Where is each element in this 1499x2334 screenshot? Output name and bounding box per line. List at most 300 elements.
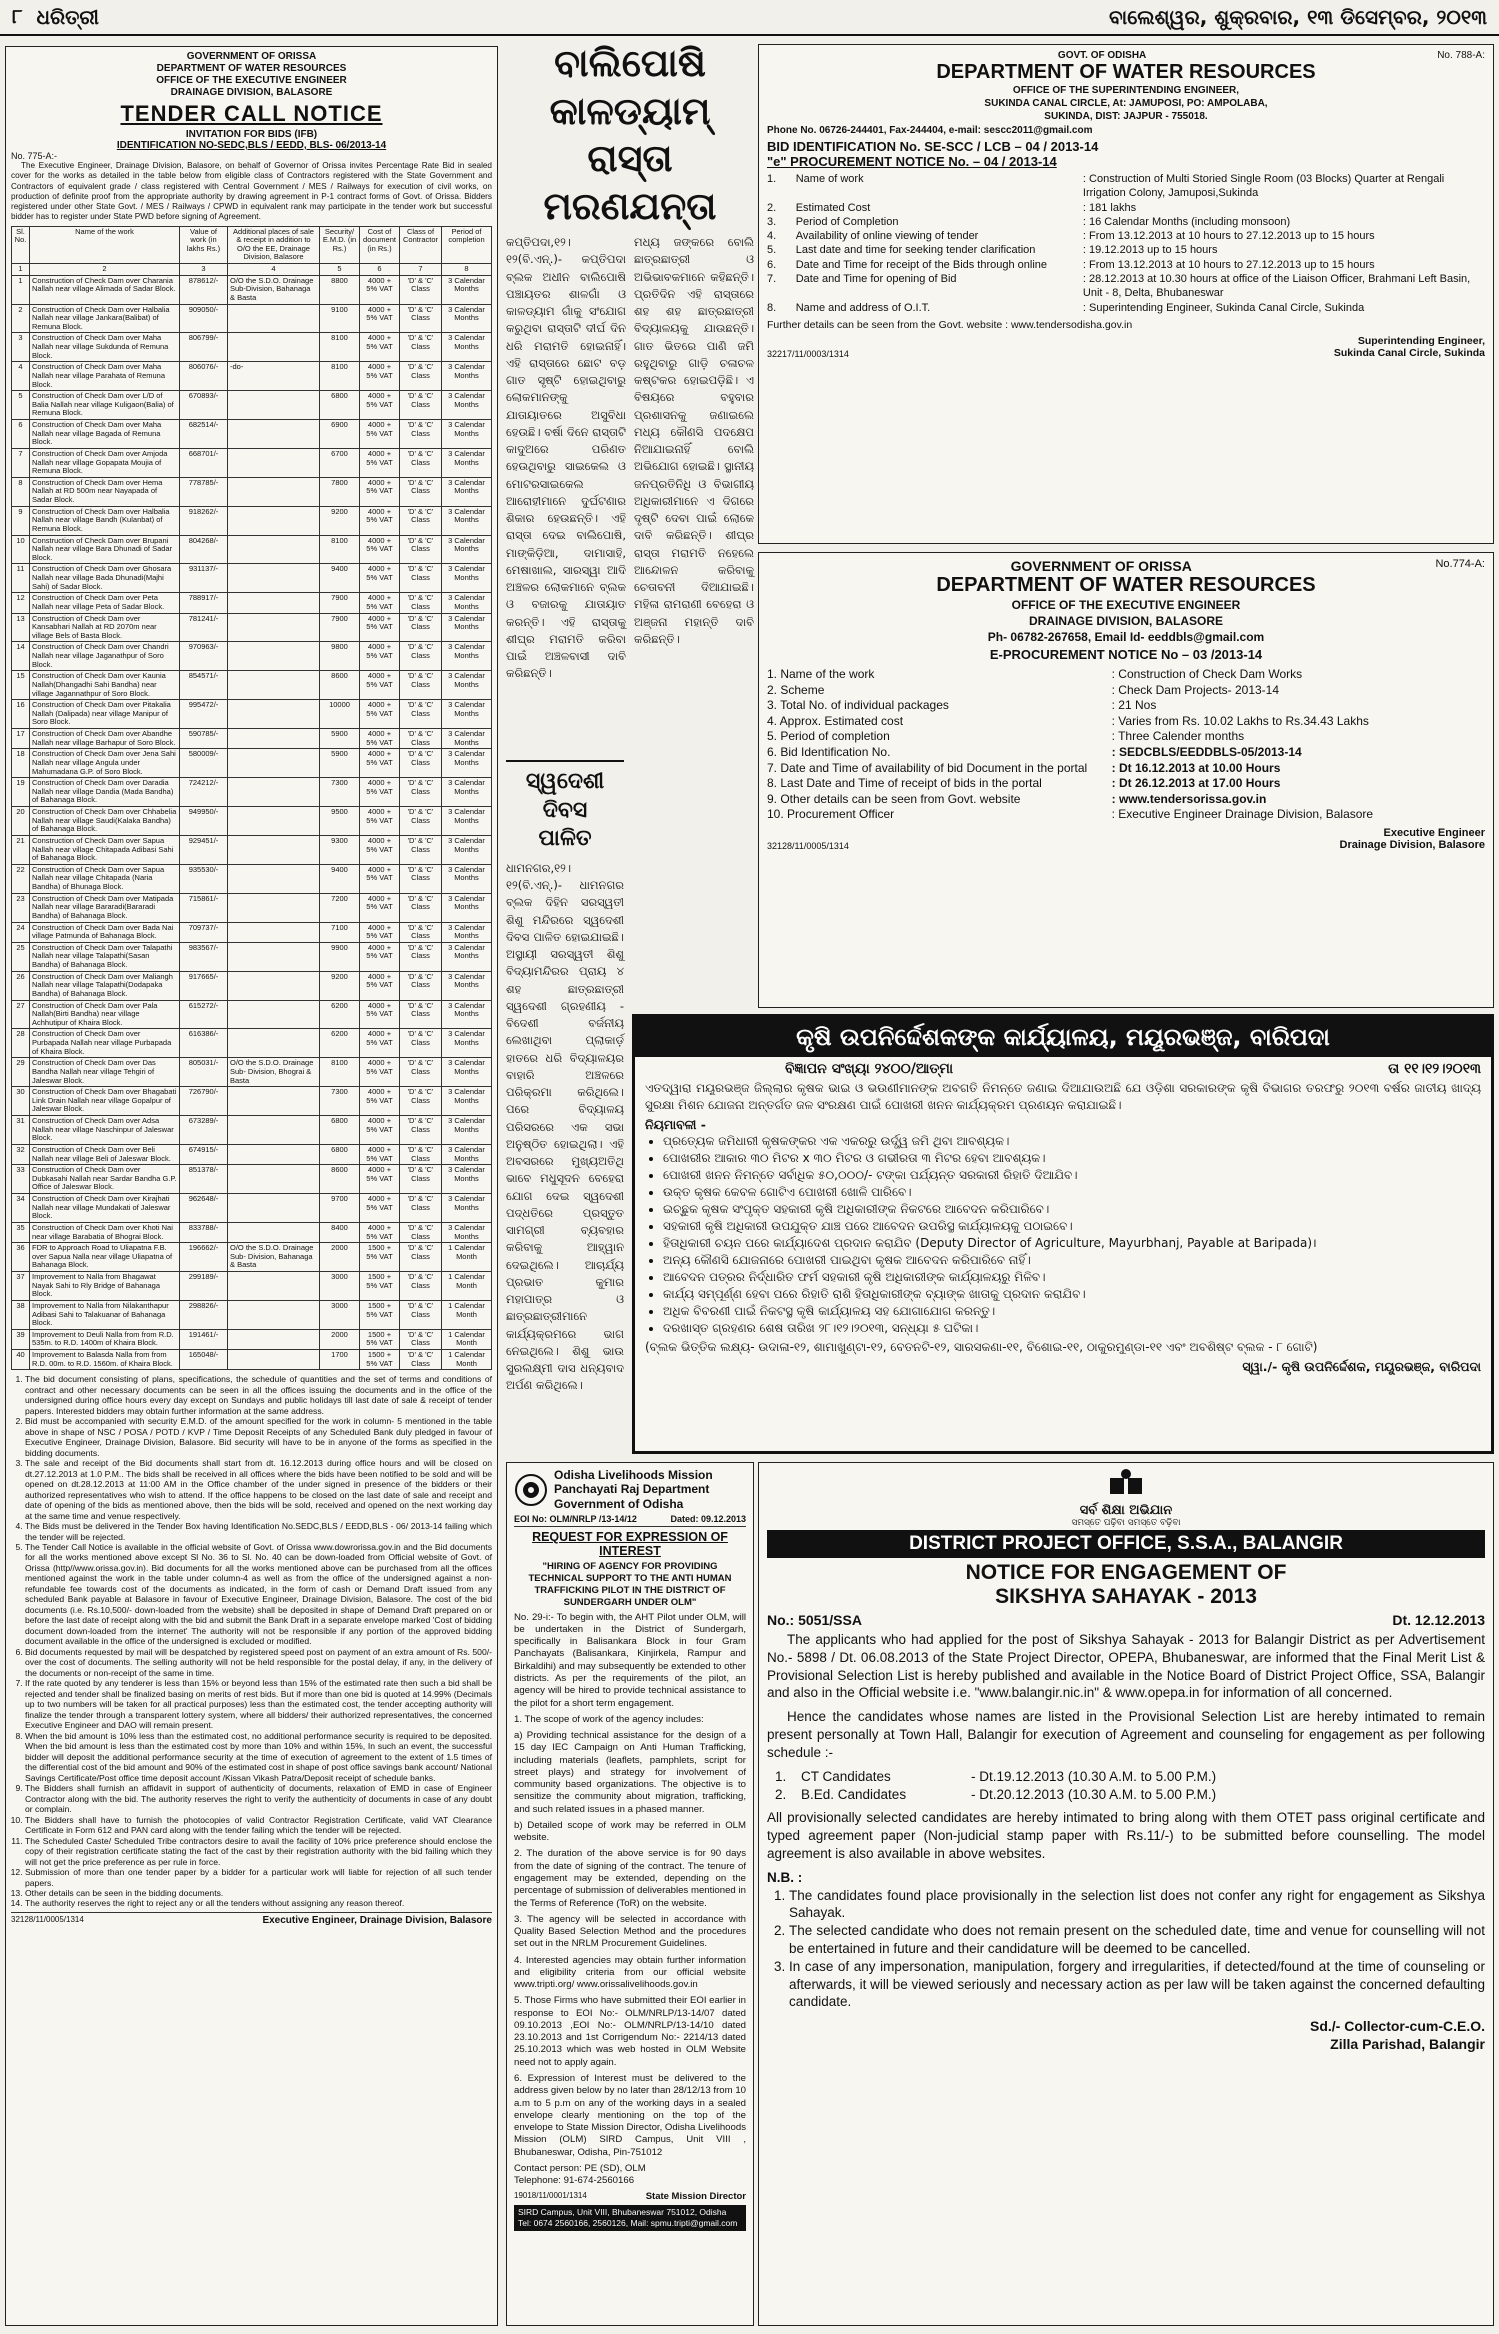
- table-cell: O/O the S.D.O. Drainage Sub- Division, Bhograi & Basta: [228, 1058, 320, 1087]
- wr-top-item-value: : Construction of Multi Storied Single Room (03 Blocks) Quarter at Rengali Irrigation Colony, Jamuposi,Sukinda: [1082, 173, 1445, 200]
- news1-headline-1: ବାଲିପୋଷି କାଳଡ୍ୟାମ୍: [549, 41, 711, 133]
- table-cell: 8400: [320, 1222, 360, 1242]
- table-cell: 3: [12, 333, 30, 362]
- table-row: [12, 1272, 492, 1301]
- table-row: [12, 922, 492, 942]
- table-cell: 'D' & 'C' Class: [400, 729, 442, 749]
- table-cell: [228, 1029, 320, 1058]
- table-cell: 40: [12, 1350, 30, 1370]
- table-cell: 4000 + 5% VAT: [360, 613, 400, 642]
- table-cell: 805031/-: [180, 1058, 228, 1087]
- table-cell: 25: [12, 942, 30, 971]
- table-cell: 1500 + 5% VAT: [360, 1272, 400, 1301]
- table-cell: 3 Calendar Months: [442, 304, 492, 333]
- wr-top-item: [767, 215, 1485, 229]
- wr-top-gov: GOVT. OF ODISHA: [1057, 50, 1147, 61]
- table-cell: 'D' & 'C' Class: [400, 1243, 442, 1272]
- table-cell: 7900: [320, 593, 360, 613]
- table-cell: 1 Calendar Month: [442, 1300, 492, 1329]
- wr-mid-item-value: : Construction of Check Dam Works: [1111, 667, 1303, 682]
- tender-header-cell: Sl. No.: [12, 226, 30, 264]
- wr-top-item-num: 1.: [767, 173, 777, 185]
- wr-mid-phone: Ph- 06782-267658, Email Id- eeddbls@gmail.com: [987, 630, 1265, 645]
- wr-top-item-num: 7.: [767, 273, 777, 286]
- table-cell: 'D' & 'C' Class: [400, 1300, 442, 1329]
- ssa-schedule-row: [767, 1768, 1485, 1786]
- table-cell: 30: [12, 1087, 30, 1116]
- table-cell: Construction of Check Dam over Peta Nallah near village Peta of Sadar Block.: [30, 593, 180, 613]
- table-cell: 4000 + 5% VAT: [360, 1000, 400, 1029]
- table-cell: 'D' & 'C' Class: [400, 593, 442, 613]
- tender-office: OFFICE OF THE EXECUTIVE ENGINEER: [156, 75, 347, 86]
- table-cell: 4000 + 5% VAT: [360, 700, 400, 729]
- tender-condition: 13. Other details can be seen in the bidding documents.: [25, 1888, 492, 1898]
- table-cell: 165048/-: [180, 1350, 228, 1370]
- tender-no: No. 775-A:-: [11, 151, 58, 161]
- table-cell: 7300: [320, 1087, 360, 1116]
- wr-top-dept: DEPARTMENT OF WATER RESOURCES: [936, 61, 1316, 83]
- ssa-nb-item: 3. In case of any impersonation, manipulation, forgery and irregularities, if detected/found at the time of counseling or afterwards, it will be viewed seriously and necessary action as per law will be taken against the concerned defaulting candidate.: [789, 1958, 1485, 2011]
- wr-top-item: [767, 229, 1485, 243]
- table-cell: 3 Calendar Months: [442, 420, 492, 449]
- wr-top-bid-id: BID IDENTIFICATION No. SE-SCC / LCB – 04 / 2013-14: [767, 139, 1099, 154]
- wr-top-item: [767, 301, 1485, 315]
- wr-mid-item-value: : Executive Engineer Drainage Division, Balasore: [1111, 807, 1374, 822]
- table-cell: 4000 + 5% VAT: [360, 1116, 400, 1145]
- wr-mid-item: [767, 667, 1485, 683]
- table-cell: 7200: [320, 893, 360, 922]
- table-cell: 3 Calendar Months: [442, 275, 492, 304]
- table-cell: Construction of Check Dam over Kansabhari Nallah at RD 2070m near village Bels of Basta Block.: [30, 613, 180, 642]
- table-cell: 4000 + 5% VAT: [360, 1144, 400, 1164]
- table-cell: 9200: [320, 506, 360, 535]
- table-cell: [228, 835, 320, 864]
- table-cell: 18: [12, 749, 30, 778]
- ssa-schedule-value: - Dt.20.12.2013 (10.30 A.M. to 5.00 P.M.): [971, 1786, 1217, 1802]
- table-cell: 4000 + 5% VAT: [360, 506, 400, 535]
- wr-top-item: [767, 272, 1485, 301]
- olm-subtitle: "HIRING OF AGENCY FOR PROVIDING TECHNICAL SUPPORT TO THE ANTI HUMAN TRAFFICKING PILOT IN THE DISTRICT OF SUNDERGARH UNDER OLM": [528, 1561, 732, 1608]
- wr-top-item-value: : 181 lakhs: [1082, 201, 1137, 214]
- table-row: [12, 1058, 492, 1087]
- tender-condition: 14. The authority reserves the right to reject any or all the tenders without assigning any reason thereof.: [25, 1898, 492, 1908]
- table-row: [12, 971, 492, 1000]
- table-cell: 1500 + 5% VAT: [360, 1300, 400, 1329]
- wr-mid-office: OFFICE OF THE EXECUTIVE ENGINEER: [1011, 598, 1241, 612]
- table-cell: O/O the S.D.O. Drainage Sub- Division, Bahanaga & Basta: [228, 1243, 320, 1272]
- agri-sign: ସ୍ୱା./- କୃଷି ଉପନିର୍ଦ୍ଦେଶକ, ମୟୂରଭଞ୍ଜ, ବାରିପଦା: [1242, 1358, 1481, 1374]
- tender-header-cell: Cost of document (in Rs.): [360, 226, 400, 264]
- table-cell: 788917/-: [180, 593, 228, 613]
- olm-p7: 4. Interested agencies may obtain further information and eligibility criteria from our official website www.tripti.org/ www.orissalivelihoods.gov.in: [514, 1954, 746, 1991]
- table-cell: [228, 1222, 320, 1242]
- table-cell: Construction of Check Dam over Bada Nai village Patmunda of Bahanaga Block.: [30, 922, 180, 942]
- wr-mid-item: [767, 761, 1485, 777]
- table-cell: 682514/-: [180, 420, 228, 449]
- table-cell: 4000 + 5% VAT: [360, 1058, 400, 1087]
- table-row: [12, 1300, 492, 1329]
- wr-mid-item-value: : www.tendersorissa.gov.in: [1111, 791, 1267, 806]
- table-cell: Construction of Check Dam over Halbalia Nallah near village Bandh (Kulanbat) of Remuna Block.: [30, 506, 180, 535]
- olm-org2: Panchayati Raj Department: [554, 1482, 710, 1497]
- olm-sign: State Mission Director: [645, 2191, 746, 2203]
- table-cell: 31: [12, 1116, 30, 1145]
- table-cell: 'D' & 'C' Class: [400, 749, 442, 778]
- table-cell: 'D' & 'C' Class: [400, 362, 442, 391]
- table-cell: [228, 642, 320, 671]
- table-cell: [228, 864, 320, 893]
- table-cell: 'D' & 'C' Class: [400, 1116, 442, 1145]
- ssa-title2: SIKSHYA SAHAYAK - 2013: [995, 1585, 1257, 1608]
- tender-colnum-cell: 7: [400, 264, 442, 276]
- table-cell: 3 Calendar Months: [442, 333, 492, 362]
- table-cell: 674915/-: [180, 1144, 228, 1164]
- table-cell: 3 Calendar Months: [442, 835, 492, 864]
- ssa-no: No.: 5051/SSA: [767, 1612, 862, 1628]
- table-cell: 4000 + 5% VAT: [360, 1165, 400, 1194]
- table-row: [12, 1144, 492, 1164]
- agri-rule: • ଉକ୍ତ କୃଷକ କେବଳ ଗୋଟିଏ ପୋଖରୀ ଖୋଳି ପାରିବେ।: [663, 1184, 1481, 1201]
- table-cell: 7300: [320, 778, 360, 807]
- table-cell: 3 Calendar Months: [442, 1222, 492, 1242]
- agri-rule: • ପୋଖରୀର ଆକାର ୩୦ ମିଟର x ୩୦ ମିଟର ଓ ଗଭୀରତା ୩ ମିଟର ହେବା ଆବଶ୍ୟକ।: [663, 1150, 1481, 1167]
- tender-condition: 3. The sale and receipt of the Bid documents shall start from dt. 16.12.2013 during office hours and will be closed on dt.27.12.2013 at 1.0 P.M.. The bids shall be received in all offices where the bids have been notified to be sold and will be opened on dt.28.12.2013 at 11:00 AM in the Office chamber of the under signed in presence of the bidders or their authorized representatives who wish to attend. If the office happens to be closed on the last date of sale and receipt and date of opening of the bids as mentioned above, then the bids will be sold, received and opened on the next working day at the same time and venue respectively.: [25, 1458, 492, 1521]
- agri-rule: • ସହକାରୀ କୃଷି ଅଧିକାରୀ ଉପଯୁକ୍ତ ଯାଞ୍ଚ ପରେ ଆବେଦନ ଉପରିସ୍ଥ କାର୍ଯ୍ୟାଳୟକୁ ପଠାଇବେ।: [663, 1218, 1481, 1235]
- tender-header-cell: Period of completion: [442, 226, 492, 264]
- ssa-nb: N.B. :: [767, 1869, 803, 1885]
- table-cell: 3 Calendar Months: [442, 506, 492, 535]
- agri-intro: ଏତଦ୍ୱାରା ମୟୂରଭଞ୍ଜ ଜିଲ୍ଲାର କୃଷକ ଭାଇ ଓ ଭଉଣୀମାନଙ୍କ ଅବଗତି ନିମନ୍ତେ ଜଣାଇ ଦିଆଯାଉଅଛି ଯେ ଓଡ଼ିଶା ସରକାରଙ୍କ କୃଷି ବିଭାଗର ତରଫରୁ ୨୦୧୩ ବର୍ଷର ଜାତୀୟ ଖାଦ୍ୟ ସୁରକ୍ଷା ମିଶନ ଯୋଜନା ଅନ୍ତର୍ଗତ ଜଳ ସଂରକ୍ଷଣ ପାଇଁ ପୋଖରୀ ଖନନ କାର୍ଯ୍ୟକ୍ରମ ପ୍ରଣୟନ କରାଯାଇଛି।: [645, 1081, 1481, 1113]
- table-cell: Construction of Check Dam over Khoti Nai near village Barabatia of Bhograi Block.: [30, 1222, 180, 1242]
- agri-rule: • ଅଧିକ ବିବରଣୀ ପାଇଁ ନିକଟସ୍ଥ କୃଷି କାର୍ଯ୍ୟାଳୟ ସହ ଯୋଗାଯୋଗ କରନ୍ତୁ।: [663, 1303, 1481, 1320]
- table-cell: 3 Calendar Months: [442, 807, 492, 836]
- wr-mid-item-key: 10. Procurement Officer: [767, 807, 895, 822]
- table-cell: 'D' & 'C' Class: [400, 893, 442, 922]
- table-cell: Construction of Check Dam over Abandhe Nallah near village Barhapur of Soro Block.: [30, 729, 180, 749]
- table-cell: 4000 + 5% VAT: [360, 362, 400, 391]
- table-cell: 'D' & 'C' Class: [400, 448, 442, 477]
- agri-rule: • ପ୍ରତ୍ୟେକ ଜମିଧାରୀ କୃଷକଙ୍କର ଏକ ଏକରରୁ ଉର୍ଦ୍ଧ୍ୱ ଜମି ଥିବା ଆବଶ୍ୟକ।: [663, 1133, 1481, 1150]
- table-cell: 'D' & 'C' Class: [400, 807, 442, 836]
- table-cell: 3 Calendar Months: [442, 922, 492, 942]
- table-cell: Construction of Check Dam over Brupani Nallah near village Bara Dhunadi of Sadar Block.: [30, 535, 180, 564]
- table-cell: -do-: [228, 362, 320, 391]
- table-cell: 4000 + 5% VAT: [360, 942, 400, 971]
- table-cell: [228, 922, 320, 942]
- table-cell: [228, 729, 320, 749]
- table-row: [12, 1087, 492, 1116]
- ssa-tagline: ସମସ୍ତେ ପଢ଼ିବା ସମସ୍ତେ ବଢ଼ିବା: [1071, 1518, 1181, 1528]
- table-cell: 917665/-: [180, 971, 228, 1000]
- wr-sukinda-notice: [758, 44, 1494, 544]
- table-row: [12, 864, 492, 893]
- wr-top-item-key: Last date and time for seeking tender clarification: [795, 244, 1036, 257]
- table-cell: [228, 448, 320, 477]
- olm-p1: No. 29-i:- To begin with, the AHT Pilot under OLM, will be undertaken in the District of Sundergarh, specifically in Balisankara Block in four Gram Panchayats (Balisankara, Kinjirkela, Rampur and Birkaldihi) and may subsequently be extended to other districts. As per the requirements of the pilot, an agency will be hired to provide technical assistance to the pilot for a short term engagement.: [514, 1611, 746, 1709]
- table-cell: 14: [12, 642, 30, 671]
- ssa-nb-items: [767, 1887, 1485, 2012]
- table-cell: 726790/-: [180, 1087, 228, 1116]
- table-cell: 23: [12, 893, 30, 922]
- table-cell: 39: [12, 1329, 30, 1349]
- table-cell: 8100: [320, 1058, 360, 1087]
- wr-top-item-num: 3.: [767, 215, 777, 228]
- wr-mid-item-key: 5. Period of completion: [767, 729, 890, 744]
- table-cell: 5900: [320, 749, 360, 778]
- table-cell: 'D' & 'C' Class: [400, 1058, 442, 1087]
- table-cell: 9200: [320, 971, 360, 1000]
- table-cell: Construction of Check Dam over Maha Nallah near village Bagada of Remuna Block.: [30, 420, 180, 449]
- table-cell: 4000 + 5% VAT: [360, 304, 400, 333]
- table-row: [12, 1000, 492, 1029]
- table-cell: 804268/-: [180, 535, 228, 564]
- table-cell: [228, 391, 320, 420]
- table-cell: 38: [12, 1300, 30, 1329]
- table-cell: [228, 1087, 320, 1116]
- table-cell: 3 Calendar Months: [442, 1116, 492, 1145]
- wr-top-phone: Phone No. 06726-244401, Fax-244404, e-mail: sescc2011@gmail.com: [767, 125, 1093, 136]
- table-cell: [228, 1194, 320, 1223]
- table-cell: 4000 + 5% VAT: [360, 729, 400, 749]
- tender-condition: 10. The Bidders shall have to furnish the photocopies of valid Contractor Registration Certificate, valid VAT Clearance Certificate in Form 612 and PAN card along with the tender failing which the tender will be rejected.: [25, 1815, 492, 1836]
- ssa-schedule-num: 2.: [775, 1786, 787, 1802]
- table-cell: 9: [12, 506, 30, 535]
- table-cell: [228, 333, 320, 362]
- table-cell: Construction of Check Dam over Maha Nallah near village Sukdunda of Remuna Block.: [30, 333, 180, 362]
- wr-top-further: Further details can be seen from the Govt. website : www.tendersodisha.gov.in: [767, 318, 1133, 331]
- wr-top-item-num: 8.: [767, 301, 777, 314]
- table-cell: 3 Calendar Months: [442, 971, 492, 1000]
- table-cell: 590785/-: [180, 729, 228, 749]
- wr-balasore-notice: [758, 552, 1494, 1008]
- table-cell: 709737/-: [180, 922, 228, 942]
- table-cell: 3 Calendar Months: [442, 864, 492, 893]
- wr-top-items: [767, 172, 1485, 315]
- table-cell: [228, 942, 320, 971]
- tender-gov: GOVERNMENT OF ORISSA: [186, 51, 317, 62]
- ssa-p3: All provisionally selected candidates are hereby intimated to bring along with them OTET pass original certificate and typed agreement paper (Non-judicial stamp paper with Rs.11/-) to be submitted before counselling. The model agreement is also available in above websites.: [767, 1810, 1485, 1861]
- table-cell: 'D' & 'C' Class: [400, 535, 442, 564]
- table-cell: FDR to Approach Road to Uliapatna F.B. over Sapua Nalla near village Uliapatna of Bahanaga Block.: [30, 1243, 180, 1272]
- table-cell: 1700: [320, 1350, 360, 1370]
- table-cell: 909050/-: [180, 304, 228, 333]
- table-cell: [228, 506, 320, 535]
- table-cell: O/O the S.D.O. Drainage Sub-Division, Bahanaga & Basta: [228, 275, 320, 304]
- table-cell: 'D' & 'C' Class: [400, 1329, 442, 1349]
- table-cell: 3 Calendar Months: [442, 1165, 492, 1194]
- wr-top-no: No. 788-A:: [1437, 50, 1485, 61]
- table-row: [12, 893, 492, 922]
- table-cell: [228, 613, 320, 642]
- wr-mid-sign2: Drainage Division, Balasore: [1339, 839, 1485, 852]
- table-row: [12, 729, 492, 749]
- table-cell: 17: [12, 729, 30, 749]
- olm-footer2: Tel: 0674 2560166, 2560126, Mail: spmu.tripti@gmail.com: [518, 2218, 738, 2229]
- tender-signature: Executive Engineer, Drainage Division, Balasore: [262, 1914, 492, 1926]
- table-cell: 935530/-: [180, 864, 228, 893]
- table-cell: 'D' & 'C' Class: [400, 942, 442, 971]
- table-row: [12, 1194, 492, 1223]
- wr-mid-item-key: 6. Bid Identification No.: [767, 745, 891, 760]
- table-cell: 781241/-: [180, 613, 228, 642]
- ssa-notice: [758, 1462, 1494, 2326]
- table-cell: Construction of Check Dam over Matipada Nallah near village Bararadi(Bararadi Bandha) of Bahanaga Block.: [30, 893, 180, 922]
- table-cell: 6800: [320, 391, 360, 420]
- table-cell: 3 Calendar Months: [442, 1194, 492, 1223]
- table-cell: 'D' & 'C' Class: [400, 477, 442, 506]
- olm-title: REQUEST FOR EXPRESSION OF INTEREST: [532, 1530, 728, 1559]
- table-cell: 32: [12, 1144, 30, 1164]
- table-cell: 19: [12, 778, 30, 807]
- table-cell: [228, 778, 320, 807]
- table-cell: 'D' & 'C' Class: [400, 275, 442, 304]
- wr-mid-item: [767, 745, 1485, 761]
- wr-mid-sign1: Executive Engineer: [1383, 827, 1485, 840]
- wr-mid-division: DRAINAGE DIVISION, BALASORE: [1028, 614, 1223, 629]
- table-cell: 21: [12, 835, 30, 864]
- table-cell: 778785/-: [180, 477, 228, 506]
- table-cell: 8: [12, 477, 30, 506]
- table-cell: 'D' & 'C' Class: [400, 613, 442, 642]
- table-cell: 24: [12, 922, 30, 942]
- tender-condition: 11. The Scheduled Caste/ Scheduled Tribe contractors desire to avail the facility of 10% price preference should enclose the copy of their registration certificate stating the fact of the cast by their registration authority with the bid failing which they will not get the price preference as per rule in force.: [25, 1836, 492, 1867]
- masthead-paper-name: ଧରିତ୍ରୀ: [36, 5, 99, 29]
- tender-header-cell: Security/ E.M.D. (in Rs.): [320, 226, 360, 264]
- table-cell: 3 Calendar Months: [442, 535, 492, 564]
- table-cell: 970963/-: [180, 642, 228, 671]
- table-cell: [228, 1350, 320, 1370]
- wr-mid-item: [767, 776, 1485, 792]
- wr-mid-item: [767, 714, 1485, 730]
- table-cell: [228, 304, 320, 333]
- table-cell: 4000 + 5% VAT: [360, 749, 400, 778]
- table-row: [12, 564, 492, 593]
- tender-header-cell: Class of Contractor: [400, 226, 442, 264]
- table-row: [12, 778, 492, 807]
- table-cell: [228, 971, 320, 1000]
- table-cell: 10000: [320, 700, 360, 729]
- table-cell: 1500 + 5% VAT: [360, 1243, 400, 1272]
- wr-mid-item-value: : Check Dam Projects- 2013-14: [1111, 682, 1280, 697]
- table-cell: 4000 + 5% VAT: [360, 835, 400, 864]
- table-cell: 6: [12, 420, 30, 449]
- wr-top-item-key: Period of Completion: [795, 215, 899, 228]
- table-cell: 15: [12, 671, 30, 700]
- wr-mid-item-key: 3. Total No. of individual packages: [767, 698, 949, 713]
- table-row: [12, 942, 492, 971]
- ssa-p1: The applicants who had applied for the post of Sikshya Sahayak - 2013 for Balangir District as per Advertisement No.- 5898 / Dt. 06.08.2013 of the State Project Director, OPEPA, Bhubaneswar, are informed that the Final Merit List & Provisional Selection List is hereby published and available in the Notice Board of District Project Office, SSA, Balangir and also in the Official website i.e. "www.balangir.nic.in" & www.opepa.in for information of all concerned.: [767, 1632, 1485, 1701]
- wr-top-item-num: 2.: [767, 201, 777, 214]
- table-cell: 8800: [320, 275, 360, 304]
- table-cell: Construction of Check Dam over Halbalia Nallah near village Jankara(Balibat) of Remuna Block.: [30, 304, 180, 333]
- wr-mid-item: [767, 792, 1485, 808]
- table-cell: Construction of Check Dam over Maha Nallah near village Parahata of Remuna Block.: [30, 362, 180, 391]
- olm-p3: a) Providing technical assistance for the design of a 15 day IEC Campaign on Anti Human Trafficking, including materials (leaflets, pamphlets, script for street plays) and strategy for involvement of community based organizations. The objective is to sensitize the community about migration, trafficking, and such related issues in a phased manner.: [514, 1730, 746, 1815]
- table-row: [12, 1116, 492, 1145]
- wr-mid-item-key: 2. Scheme: [767, 682, 825, 697]
- agri-rule: • ଅନ୍ୟ କୌଣସି ଯୋଜନାରେ ପୋଖରୀ ପାଇଥିବା କୃଷକ ଆବେଦନ କରିପାରିବେ ନାହିଁ।: [663, 1252, 1481, 1269]
- table-cell: 4000 + 5% VAT: [360, 1194, 400, 1223]
- tender-colnum-row: [12, 264, 492, 276]
- table-cell: 'D' & 'C' Class: [400, 1222, 442, 1242]
- table-cell: 4000 + 5% VAT: [360, 893, 400, 922]
- table-cell: 3 Calendar Months: [442, 613, 492, 642]
- wr-top-line1: OFFICE OF THE SUPERINTENDING ENGINEER,: [1012, 85, 1240, 96]
- table-row: [12, 275, 492, 304]
- table-row: [12, 1350, 492, 1370]
- table-cell: Construction of Check Dam over Bhagabati Link Drain Nallah near village Gopalpur of Jaleswar Block.: [30, 1087, 180, 1116]
- table-cell: Construction of Check Dam over Sapua Nallah near village Chitapada Adibasi Sahi of Bahanaga Block.: [30, 835, 180, 864]
- wr-top-item-key: Name and address of O.I.T.: [795, 301, 931, 314]
- wr-top-item: [767, 258, 1485, 272]
- table-cell: Improvement to Deuli Nalla from from R.D. 535m. to R.D. 1400m of Khaira Block.: [30, 1329, 180, 1349]
- wr-mid-item-value: : Dt 16.12.2013 at 10.00 Hours: [1111, 760, 1281, 775]
- table-cell: [228, 1165, 320, 1194]
- table-cell: 4: [12, 362, 30, 391]
- table-cell: 4000 + 5% VAT: [360, 391, 400, 420]
- table-cell: 995472/-: [180, 700, 228, 729]
- olm-p4: b) Detailed scope of work may be referred in OLM website.: [514, 1819, 746, 1844]
- table-cell: 1 Calendar Month: [442, 1272, 492, 1301]
- table-cell: 'D' & 'C' Class: [400, 778, 442, 807]
- table-cell: 3 Calendar Months: [442, 1058, 492, 1087]
- table-cell: [228, 477, 320, 506]
- table-cell: 4000 + 5% VAT: [360, 1029, 400, 1058]
- table-cell: 'D' & 'C' Class: [400, 333, 442, 362]
- table-cell: 22: [12, 864, 30, 893]
- table-cell: 4000 + 5% VAT: [360, 778, 400, 807]
- table-cell: 5900: [320, 729, 360, 749]
- table-cell: 20: [12, 807, 30, 836]
- table-cell: 4000 + 5% VAT: [360, 671, 400, 700]
- agri-title: କୃଷି ଉପନିର୍ଦ୍ଦେଶକଙ୍କ କାର୍ଯ୍ୟାଳୟ, ମୟୂରଭଞ୍ଜ, ବାରିପଦା: [635, 1017, 1491, 1057]
- table-cell: Construction of Check Dam over Chhabelia Nallah near village Saudi(Kalaka Bandha) of Bahanaga Block.: [30, 807, 180, 836]
- table-cell: 929451/-: [180, 835, 228, 864]
- table-cell: Construction of Check Dam over Hema Nallah at RD 500m near Nayapada of Sadar Block.: [30, 477, 180, 506]
- table-cell: 5: [12, 391, 30, 420]
- table-cell: 616386/-: [180, 1029, 228, 1058]
- table-cell: Construction of Check Dam over Jena Sahi Nallah near village Angula under Mahumadana G.P. of Soro Block.: [30, 749, 180, 778]
- ssa-schedule-key: CT Candidates: [801, 1768, 891, 1784]
- wr-top-item-value: : Superintending Engineer, Sukinda Canal Circle, Sukinda: [1082, 301, 1365, 314]
- tender-colnum-cell: 5: [320, 264, 360, 276]
- tender-call-notice: [5, 46, 498, 2326]
- table-cell: 3 Calendar Months: [442, 448, 492, 477]
- olm-eoi-notice: [506, 1462, 754, 2326]
- table-cell: 3000: [320, 1272, 360, 1301]
- wr-top-line2: SUKINDA CANAL CIRCLE, At: JAMUPOSI, PO: AMPOLABA,: [984, 98, 1268, 109]
- table-cell: 7800: [320, 477, 360, 506]
- table-cell: 673289/-: [180, 1116, 228, 1145]
- tender-condition: 9. The Bidders shall furnish an affidavit in support of authenticity of documents, relaxation of EMD in case of Engineer Contractor along with the bid. The authority reserves the right to verify the authenticity of documents in case of any doubt or complain.: [25, 1783, 492, 1814]
- tender-conditions: [11, 1374, 492, 1909]
- tender-condition: 6. Bid documents requested by mail will be despatched by registered speed post on payment of an extra amount of Rs. 500/- over the cost of documents. The selling authority will not be held responsible for the postal delay, if any, in the delivery of the documents or non-receipt of the same in time.: [25, 1647, 492, 1678]
- table-cell: 3 Calendar Months: [442, 1144, 492, 1164]
- wr-top-item-value: : From 13.12.2013 at 10 hours to 27.12.2013 up to 15 hours: [1082, 230, 1375, 243]
- ssa-sign1: Sd./- Collector-cum-C.E.O.: [1309, 2018, 1485, 2035]
- tender-colnum-cell: 4: [228, 264, 320, 276]
- table-cell: 13: [12, 613, 30, 642]
- table-cell: 8600: [320, 1165, 360, 1194]
- wr-top-item: [767, 172, 1485, 201]
- table-cell: Improvement to Nalla from Bhagawat Nayak Sahi to Rly Bridge of Bahanaga Block.: [30, 1272, 180, 1301]
- olm-p6: 3. The agency will be selected in accordance with Quality Based Selection Method and the procedures set out in the NRLM Procurement Guidelines.: [514, 1913, 746, 1950]
- table-cell: 6900: [320, 420, 360, 449]
- wr-top-notice: "e" PROCUREMENT NOTICE No. – 04 / 2013-14: [767, 154, 1057, 169]
- tender-condition: 7. If the rate quoted by any tenderer is less than 15% or beyond less than 15% of the estimated rate then such a bid shall be rejected and tender shall be finalized basing on merits of rest bids. But if more than one bid is quoted at 14.99% (Decimals up to two numbers will be taken for all practical purposes) less than the estimated cost, the tender accepting authority will finalize the tender through a transparent lottery system, where all bidders/ their authorized representatives, the concerned Executive Engineer and DAO will remain present.: [25, 1678, 492, 1730]
- table-cell: 'D' & 'C' Class: [400, 1350, 442, 1370]
- wr-top-item-value: : From 13.12.2013 at 10 hours to 27.12.2013 up to 15 hours: [1082, 258, 1375, 271]
